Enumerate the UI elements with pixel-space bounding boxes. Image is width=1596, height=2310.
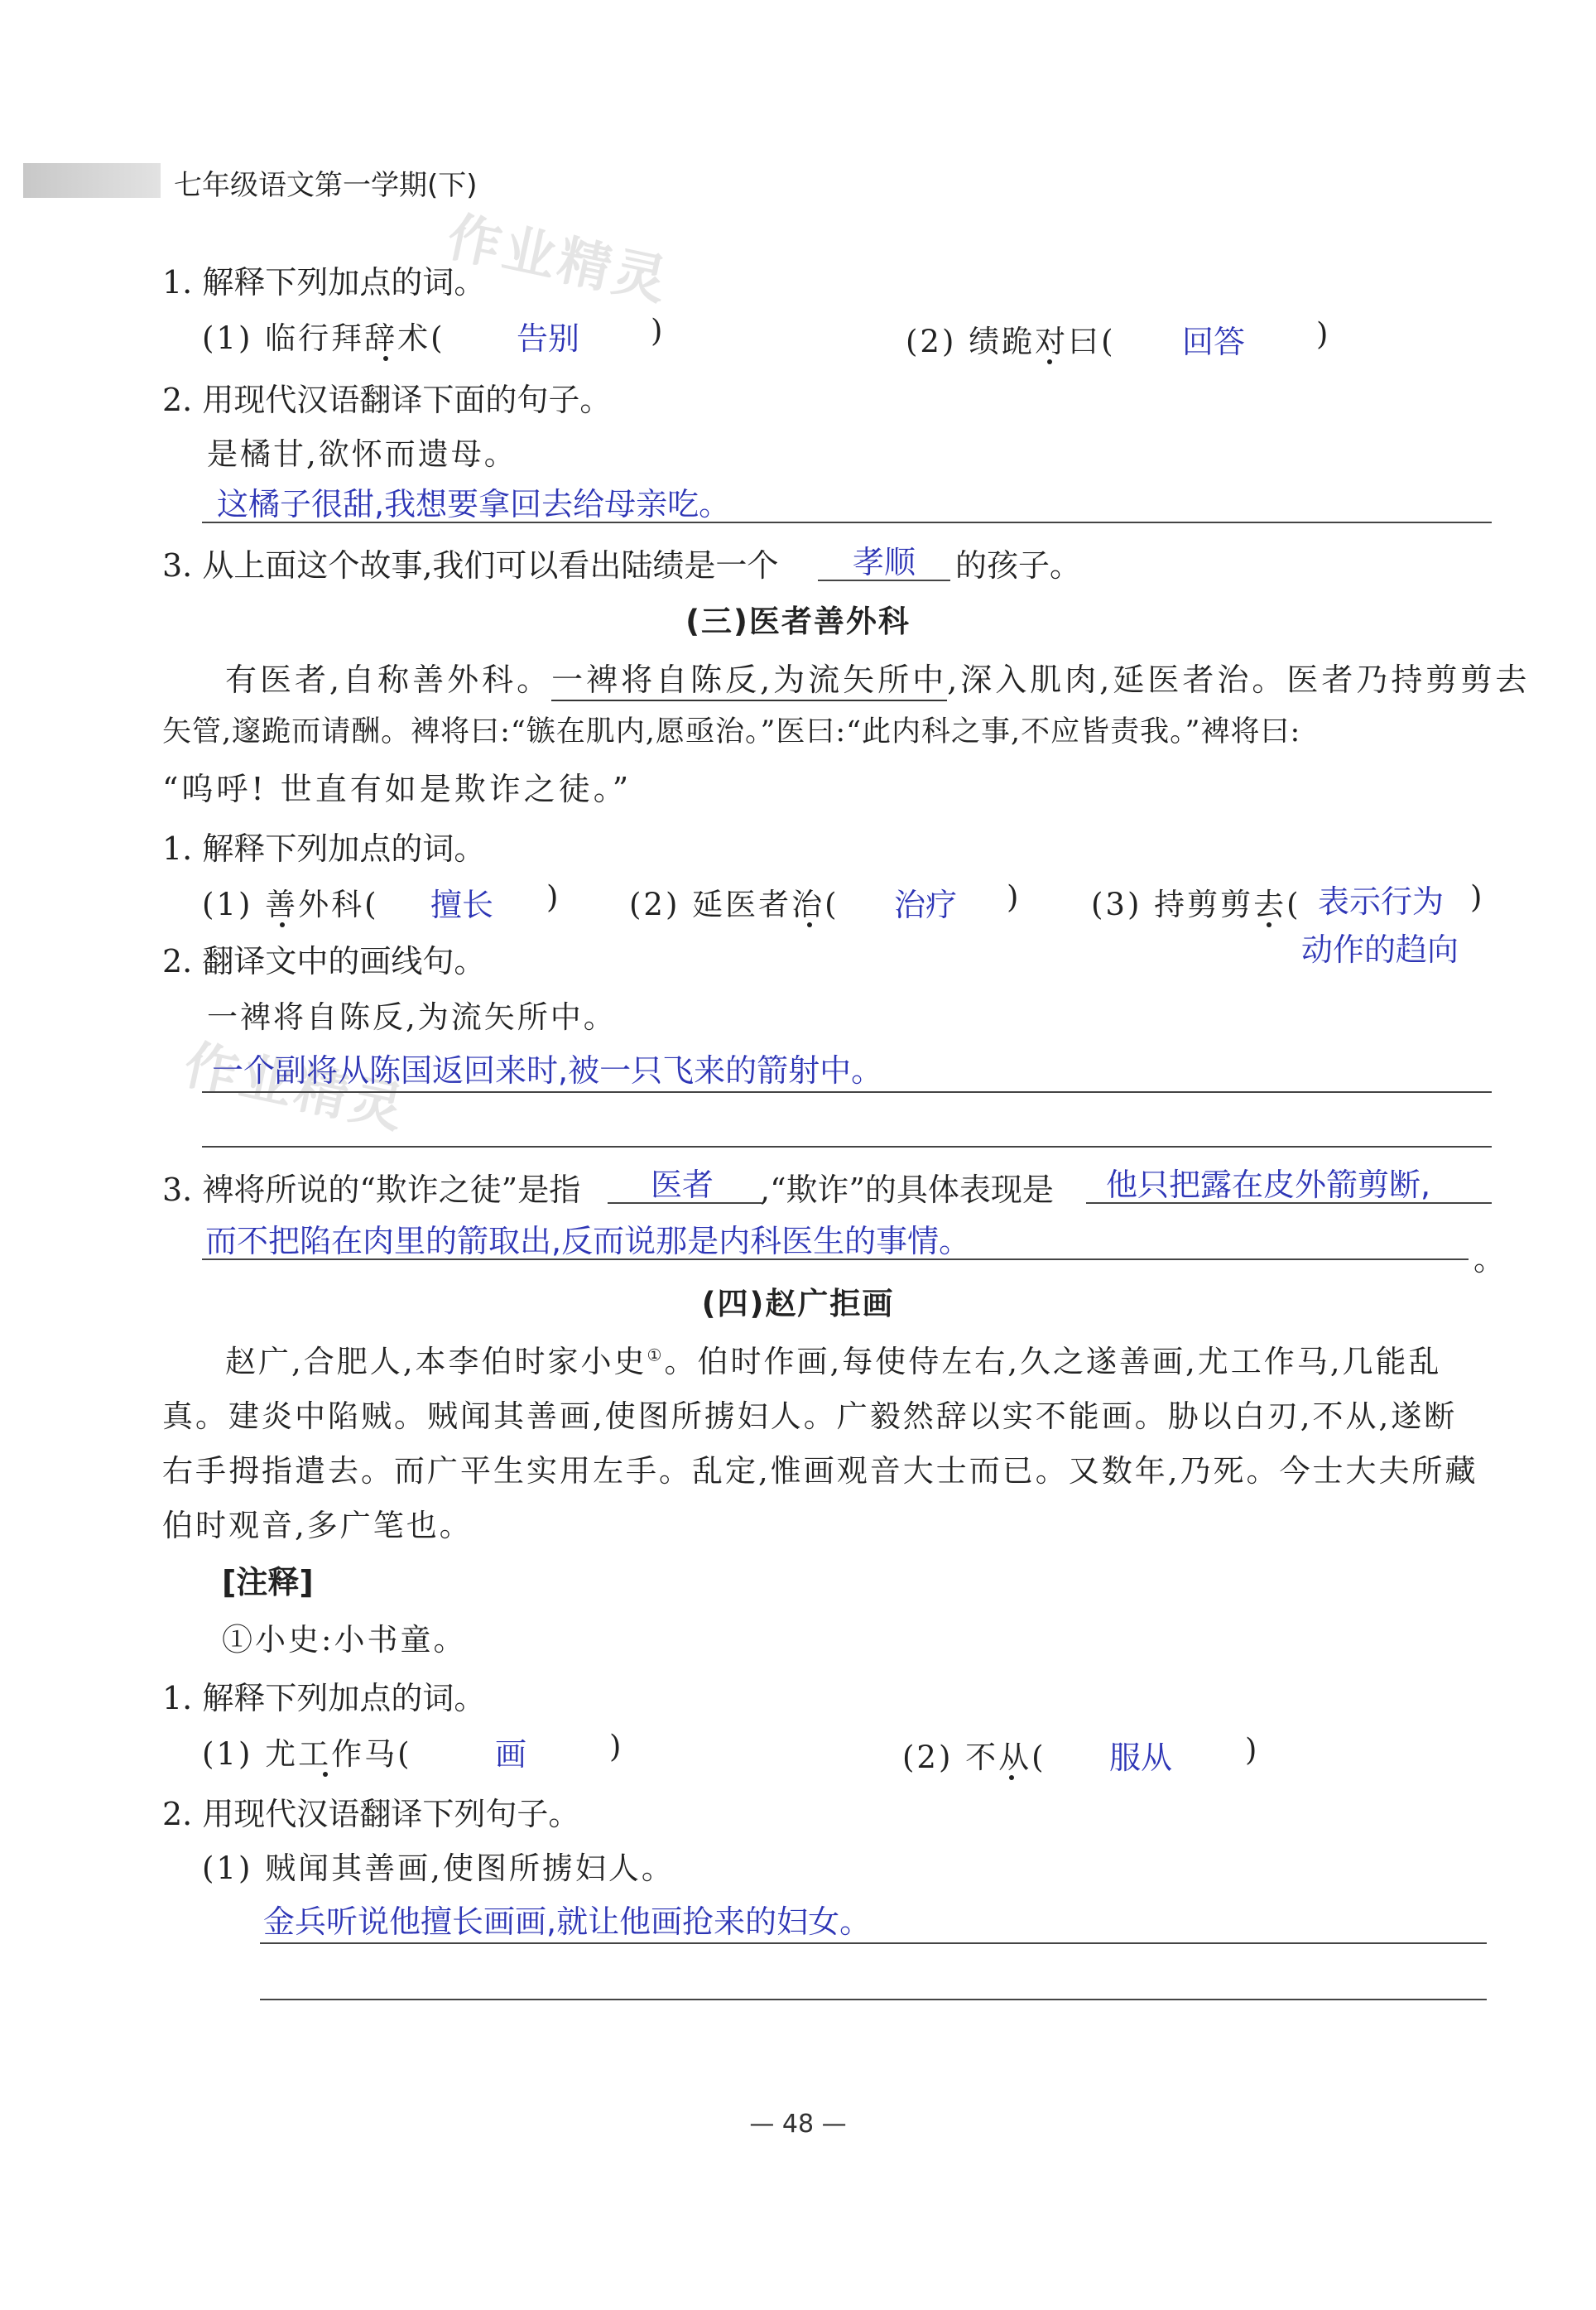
question-3-prefix: 3. 从上面这个故事,我们可以看出陆绩是一个: [162, 547, 779, 584]
q1-item-1-label: (1) 尤工作马(: [202, 1736, 412, 1772]
q2-answer: 金兵听说他擅长画画,就让他画抢来的妇女。: [263, 1903, 872, 1940]
note-title: [注释]: [222, 1564, 314, 1600]
q1-item-1-label: (1) 善外科(: [202, 887, 379, 922]
q3-answer: 孝顺: [853, 544, 916, 580]
answer-blank: [608, 1202, 762, 1204]
section-title: (四)赵广拒画: [701, 1286, 895, 1321]
header-bar: [23, 163, 161, 198]
passage-line: 真。建炎中陷贼。贼闻其善画,使图所掳妇人。广毅然辞以实不能画。胁以白刃,不从,遂断: [162, 1398, 1458, 1434]
q3-answer-3: 而不把陷在肉里的箭取出,反而说那是内科医生的事情。: [205, 1223, 971, 1259]
emphasis-dot: [1009, 1775, 1014, 1780]
header-title: 七年级语文第一学期(下): [174, 169, 478, 202]
period: 。: [1473, 1241, 1506, 1278]
question-3-suffix: 的孩子。: [955, 547, 1082, 584]
passage-line: “呜呼! 世直有如是欺诈之徒。”: [162, 771, 632, 807]
passage-line: 赵广,合肥人,本李伯时家小史①。伯时作画,每使侍左右,久之遂善画,尤工作马,几能乱: [225, 1344, 1442, 1379]
answer-line: [260, 1942, 1487, 1944]
close-paren: ): [651, 313, 666, 349]
emphasis-dot: [1267, 922, 1272, 927]
q3-answer-1: 医者: [651, 1167, 714, 1203]
watermark: 作业精灵: [179, 1034, 412, 1142]
emphasis-dot: [383, 356, 388, 361]
passage-line: 右手拇指遣去。而广平生实用左手。乱定,惟画观音大士而已。又数年,乃死。今士大夫所藏: [162, 1453, 1478, 1489]
q1-item-3-answer: 表示行为: [1318, 883, 1445, 920]
watermark: 作业精灵: [442, 206, 675, 314]
answer-blank: [818, 580, 950, 581]
question-1: 1. 解释下列加点的词。: [162, 264, 486, 301]
question-2: 2. 用现代汉语翻译下面的句子。: [162, 382, 612, 418]
q2-answer: 一个副将从陈国返回来时,被一只飞来的箭射中。: [212, 1052, 883, 1089]
question-3-mid: ,“欺诈”的具体表现是: [760, 1172, 1054, 1208]
q1-item-2-answer: 回答: [1182, 324, 1246, 360]
close-paren: ): [546, 879, 561, 915]
q1-item-3-label: (3) 持剪剪去(: [1091, 887, 1301, 922]
close-paren: ): [1470, 879, 1485, 915]
question-2: 2. 用现代汉语翻译下列句子。: [162, 1796, 580, 1832]
q1-item-2-answer: 服从: [1109, 1740, 1173, 1776]
q1-item-3-answer-cont: 动作的趋向: [1301, 931, 1459, 968]
q1-item-1-answer: 擅长: [430, 887, 494, 923]
emphasis-dot: [807, 922, 812, 927]
question-3-prefix: 3. 裨将所说的“欺诈之徒”是指: [162, 1172, 581, 1208]
emphasis-dot: [280, 922, 285, 927]
close-paren: ): [1007, 879, 1022, 915]
emphasis-dot: [323, 1772, 328, 1777]
question-2: 2. 翻译文中的画线句。: [162, 943, 486, 979]
section-title: (三)医者善外科: [685, 604, 911, 639]
q2-answer: 这橘子很甜,我想要拿回去给母亲吃。: [217, 486, 731, 522]
q1-item-2-label: (2) 不从(: [902, 1740, 1046, 1775]
q1-item-1-answer: 告别: [517, 320, 580, 357]
passage-line: 有医者,自称善外科。一裨将自陈反,为流矢所中,深入肌肉,延医者治。医者乃持剪剪去: [225, 654, 1530, 700]
q3-answer-2: 他只把露在皮外箭剪断,: [1106, 1167, 1431, 1203]
answer-line: [202, 1258, 1469, 1260]
q2-sentence: 一裨将自陈反,为流矢所中。: [207, 999, 617, 1035]
q2-sentence: 是橘甘,欲怀而遗母。: [207, 436, 517, 472]
note-1: ①小史:小书童。: [222, 1622, 467, 1658]
answer-line: [202, 1146, 1492, 1148]
q2-sub-1: (1) 贼闻其善画,使图所掳妇人。: [202, 1850, 675, 1886]
page-number: — 48 —: [749, 2110, 847, 2139]
q1-item-1-answer: 画: [495, 1736, 527, 1773]
passage-line: 伯时观音,多广笔也。: [162, 1508, 473, 1543]
question-1: 1. 解释下列加点的词。: [162, 1680, 486, 1716]
close-paren: ): [1316, 316, 1331, 352]
q1-item-2-label: (2) 延医者治(: [629, 887, 839, 922]
emphasis-dot: [1047, 359, 1052, 364]
q1-item-2-answer: 治疗: [894, 887, 958, 923]
q1-item-2-label: (2) 绩跪对曰(: [906, 324, 1116, 359]
answer-line: [202, 522, 1492, 523]
close-paren: ): [609, 1729, 624, 1764]
close-paren: ): [1245, 1732, 1260, 1768]
note-marker: ①: [647, 1345, 665, 1365]
underlined-sentence: 一裨将自陈反,为流矢所中: [551, 662, 947, 701]
question-1: 1. 解释下列加点的词。: [162, 830, 486, 867]
q1-item-1-label: (1) 临行拜辞术(: [202, 320, 445, 356]
answer-line: [202, 1091, 1492, 1093]
answer-line: [260, 1999, 1487, 2000]
passage-line: 矢管,邃跪而请酬。裨将曰:“镞在肌内,愿亟治。”医曰:“此内科之事,不应皆责我。”裨将曰:: [162, 715, 1301, 748]
answer-blank: [1086, 1202, 1492, 1204]
